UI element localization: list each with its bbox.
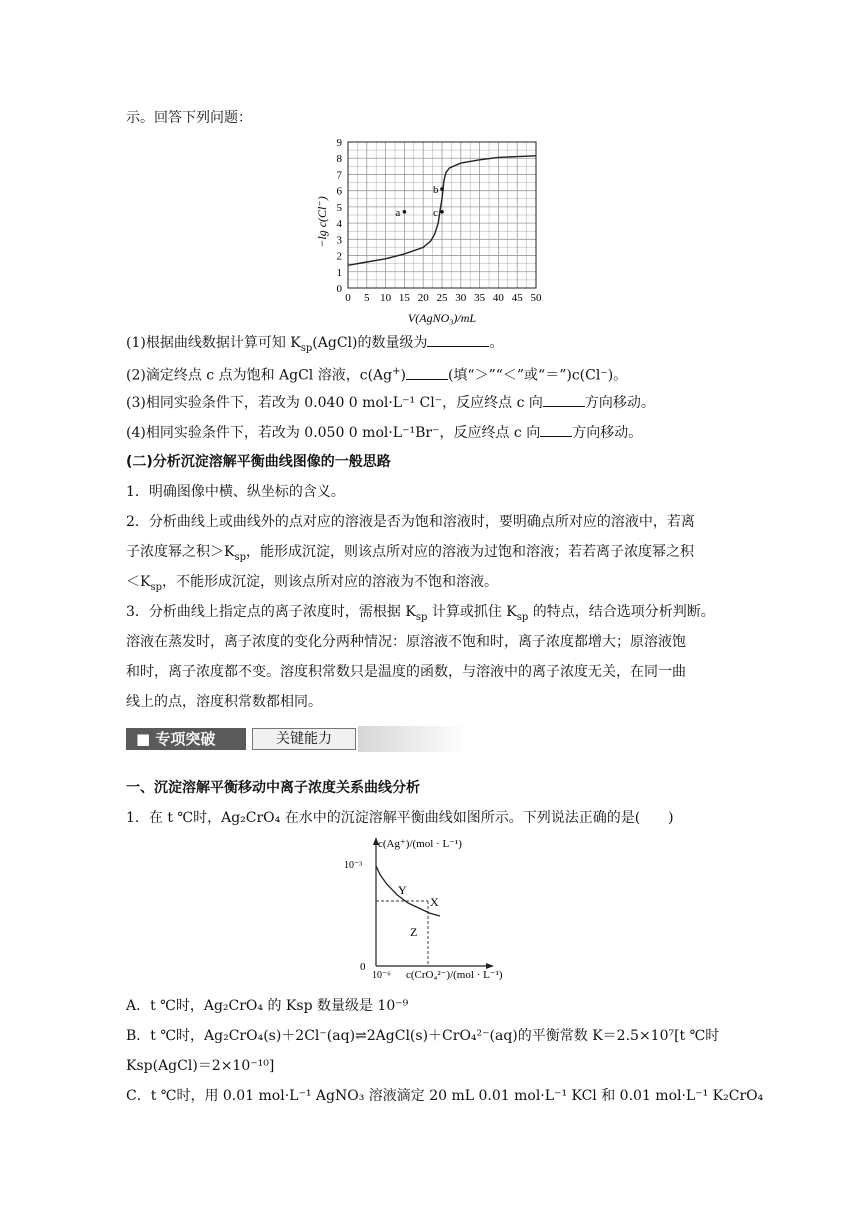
p2-text-a: 子浓度幂之积＞K (126, 544, 235, 560)
q1-end: 。 (489, 335, 504, 351)
p3-sub-a: sp (415, 611, 428, 623)
paragraph-3-line-4: 线上的点，溶度积常数都相同。 (126, 694, 322, 710)
p3-text-a: 3．分析曲线上指定点的离子浓度时，需根据 K (126, 604, 416, 620)
q1-text-after: (AgCl)的数量级为 (312, 335, 428, 351)
chart1-xtick-label: 0 (345, 292, 351, 304)
chart1-point-label-b: b (433, 184, 439, 197)
chart1-ytick-label: 5 (336, 201, 342, 214)
q3-end: 方向移动。 (584, 395, 655, 411)
q4-end: 方向移动。 (572, 425, 643, 441)
question-1 (126, 332, 503, 359)
chart1-ytick-label: 2 (336, 250, 342, 263)
paragraph-2-line-2 (126, 542, 694, 568)
chart1-xtick-label: 10 (380, 292, 392, 304)
chart1-point-label-a: a (395, 206, 401, 219)
answer-blank-2[interactable] (406, 365, 448, 380)
q2-end: (填“＞”“＜”或“＝”)c(Cl⁻)。 (447, 367, 628, 384)
paragraph-2-line-1: 2．分析曲线上或曲线外的点对应的溶液是否为饱和溶液时，要明确点所对应的溶液中，若离 (126, 514, 695, 530)
chart1-xtick-label: 5 (364, 292, 370, 304)
chart1-point-label-c: c (433, 206, 438, 219)
section-heading-2: (二)分析沉淀溶解平衡曲线图像的一般思路 (126, 454, 391, 470)
question-2 (126, 362, 627, 386)
chart2-ytick: 10⁻³ (344, 860, 363, 871)
q3-text: (3)相同实验条件下，若改为 0.040 0 mol·L⁻¹ Cl⁻，反应终点 c 向 (126, 395, 543, 411)
section-heading-3: 一、沉淀溶解平衡移动中离子浓度关系曲线分析 (126, 780, 420, 796)
chart1-xtick-label: 50 (530, 292, 542, 304)
chart1-xtick-label: 35 (474, 292, 486, 304)
q2-sup: + (392, 366, 401, 377)
chart2-xlabel: c(CrO₄²⁻)/(mol · L⁻¹) (406, 969, 503, 981)
p2-sub-a: sp (234, 551, 247, 563)
q4-text: (4)相同实验条件下，若改为 0.050 0 mol·L⁻¹Br⁻，反应终点 c 向 (126, 425, 541, 441)
chart1-xtick-label: 25 (436, 292, 448, 304)
chart1-ytick-label: 6 (336, 185, 342, 198)
point-y-label: Y (398, 883, 407, 897)
intro-text: 示。回答下列问题： (126, 110, 252, 126)
paragraph-3-line-3: 和时，离子浓度都不变。溶度积常数只是温度的函数，与溶液中的离子浓度无关，在同一曲 (126, 664, 686, 680)
chart1-xtick-label: 40 (492, 292, 504, 304)
p3-text-b: 计算或抓住 K (427, 604, 517, 620)
chart1-xtick-label: 45 (511, 292, 523, 304)
question-1-stem: 1．在 t ℃时，Ag₂CrO₄ 在水中的沉淀溶解平衡曲线如图所示。下列说法正确的是( ) (126, 810, 674, 826)
chart1-ytick-label: 8 (336, 153, 342, 166)
banner-dark-label: ■ 专项突破 (126, 728, 246, 750)
section-banner (126, 726, 468, 752)
chart1-ytick-label: 1 (336, 266, 342, 279)
p2-text-d: ，不能形成沉淀，则该点所对应的溶液为不饱和溶液。 (162, 574, 499, 590)
point-x-label: X (430, 895, 439, 909)
chart2-origin: 0 (360, 961, 366, 973)
q1-sub: sp (300, 342, 313, 354)
paragraph-1: 1．明确图像中横、纵坐标的含义。 (126, 484, 345, 500)
paragraph-3-line-1 (126, 602, 715, 628)
option-b-line-1: B．t ℃时，Ag₂CrO₄(s)＋2Cl⁻(aq)⇌2AgCl(s)＋CrO₄²⁻(aq)的平衡常数 K＝2.5×10⁷[t ℃时 (126, 1028, 720, 1044)
answer-blank-4[interactable] (540, 422, 572, 437)
q2-text-after: ) (400, 367, 406, 384)
chart1-ytick-label: 0 (336, 283, 342, 295)
chart1-xlabel: V(AgNO₃)/mL (407, 311, 477, 325)
q1-text: (1)根据曲线数据计算可知 K (126, 335, 301, 351)
point-z-label: Z (410, 925, 418, 939)
chart2-ylabel: c(Ag⁺)/(mol · L⁻¹) (378, 838, 462, 850)
answer-blank-3[interactable] (543, 392, 585, 407)
chart1-point-a (403, 210, 407, 214)
chart1-point-c (440, 210, 444, 214)
paragraph-2-line-3 (126, 572, 498, 598)
chart1-xtick-label: 15 (398, 292, 410, 304)
chart1-grid (348, 142, 536, 288)
chart1-ytick-label: 7 (336, 169, 342, 182)
chart1-xtick-label: 30 (455, 292, 467, 304)
p2-text-c: ＜K (126, 574, 151, 590)
question-4 (126, 422, 642, 443)
banner-fade (358, 726, 468, 752)
p2-sub-b: sp (150, 581, 163, 593)
chart2-xtick: 10⁻⁶ (372, 970, 391, 981)
option-a: A．t ℃时，Ag₂CrO₄ 的 Ksp 数量级是 10⁻⁹ (126, 998, 409, 1014)
solubility-chart (330, 834, 530, 984)
option-b-line-2: Ksp(AgCl)＝2×10⁻¹⁰] (126, 1058, 275, 1074)
p3-text-c: 的特点，结合选项分析判断。 (528, 604, 715, 620)
p3-sub-b: sp (516, 611, 529, 623)
q2-text: (2)滴定终点 c 点为饱和 AgCl 溶液，c(Ag (126, 367, 393, 384)
chart1-ytick-label: 3 (336, 234, 342, 247)
option-c: C．t ℃时，用 0.01 mol·L⁻¹ AgNO₃ 溶液滴定 20 mL 0.01 mol·L⁻¹ KCl 和 0.01 mol·L⁻¹ K₂CrO₄ (126, 1088, 764, 1104)
chart1-point-b (440, 187, 444, 191)
banner-light-label: 关键能力 (252, 728, 356, 750)
chart1-xtick-label: 20 (417, 292, 429, 304)
answer-blank-1[interactable] (427, 332, 489, 347)
chart1-ytick-label: 4 (336, 218, 342, 231)
chart1-ylabel: −lg c(Cl⁻) (315, 196, 329, 248)
paragraph-3-line-2: 溶液在蒸发时，离子浓度的变化分两种情况：原溶液不饱和时，离子浓度都增大；原溶液饱 (126, 634, 686, 650)
p2-text-b: ，能形成沉淀，则该点所对应的溶液为过饱和溶液；若若离子浓度幂之积 (246, 544, 695, 560)
titration-chart (310, 132, 550, 328)
chart1-points (395, 184, 443, 219)
question-3 (126, 392, 655, 413)
chart1-ytick-label: 9 (336, 137, 342, 149)
